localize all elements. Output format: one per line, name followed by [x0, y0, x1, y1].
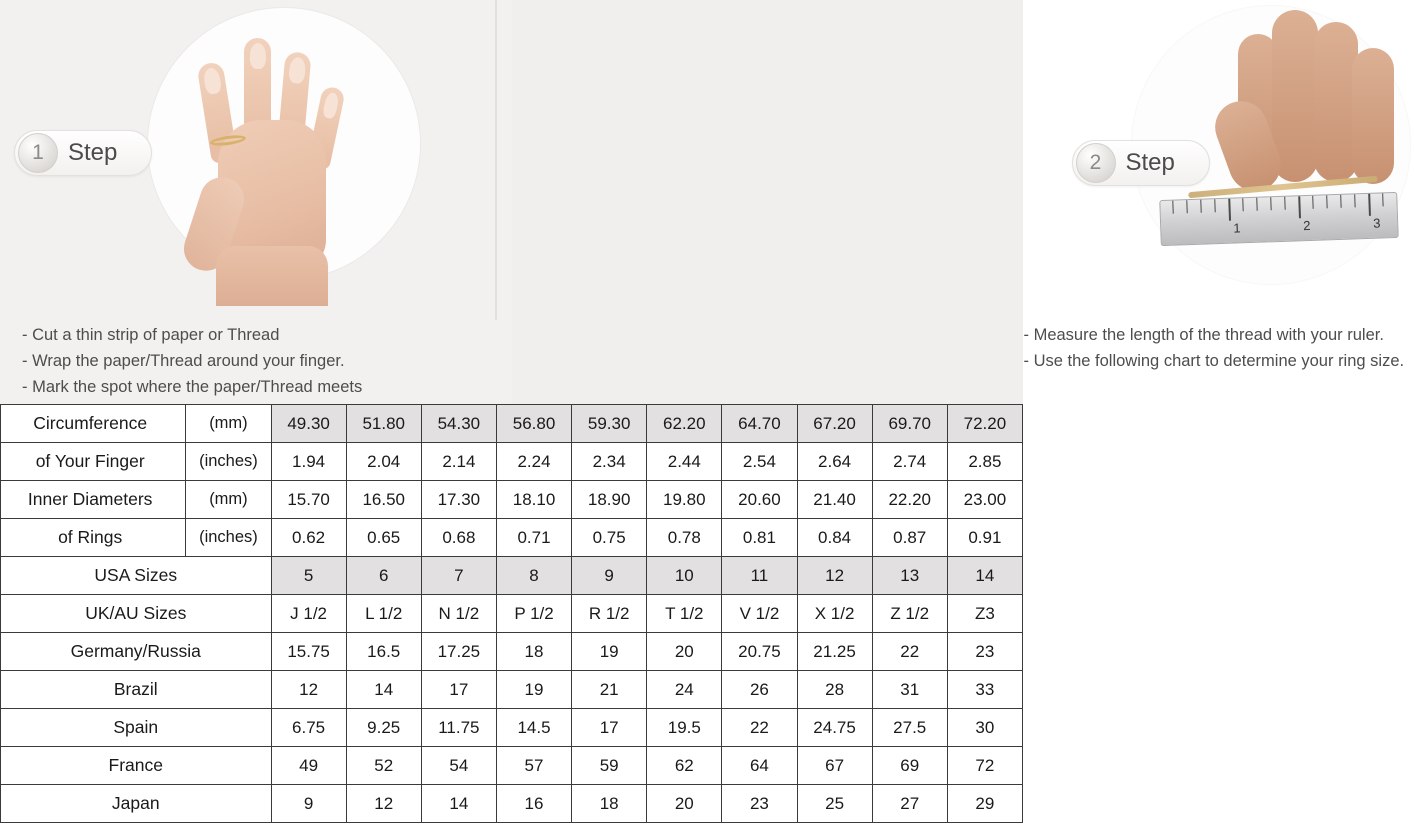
panel-divider [495, 0, 497, 320]
fingernail [249, 43, 265, 69]
hand-with-ring-photo [148, 8, 420, 280]
cell-value: 0.78 [647, 519, 722, 557]
cell-value: 62.20 [647, 405, 722, 443]
table-row [1, 785, 1023, 823]
cell-value: 54.30 [421, 405, 496, 443]
cell-value: V 1/2 [722, 595, 797, 633]
ruler-number-2: 2 [1302, 217, 1311, 234]
step-2-instructions [1024, 322, 1405, 374]
cell-value: 17.30 [421, 481, 496, 519]
cell-value: 7 [421, 557, 496, 595]
finger-segment [1352, 48, 1394, 184]
fingernail [288, 57, 306, 84]
table-row [1, 595, 1023, 633]
cell-value: 20.75 [722, 633, 797, 671]
table-row [1, 405, 1023, 443]
cell-value: 18 [572, 785, 647, 823]
cell-value: 0.62 [271, 519, 346, 557]
table-row [1, 557, 1023, 595]
cell-value: Z3 [947, 595, 1022, 633]
table-row [1, 519, 1023, 557]
cell-value: 23 [722, 785, 797, 823]
step-2-bullet-1: - Measure the length of the thread with your ruler. [1023, 326, 1384, 344]
cell-value: 57 [496, 747, 571, 785]
row-label-uk-au-sizes: UK/AU Sizes [1, 595, 272, 633]
row-label-france: France [1, 747, 272, 785]
cell-value: 21 [572, 671, 647, 709]
cell-value: 19 [572, 633, 647, 671]
hand-illustration [148, 8, 420, 280]
table-row [1, 633, 1023, 671]
cell-value: 27.5 [872, 709, 947, 747]
step-2-panel [512, 0, 1405, 404]
step-1-bullet-1: - Cut a thin strip of paper or Thread [22, 326, 280, 344]
cell-value: 69 [872, 747, 947, 785]
cell-value: X 1/2 [797, 595, 872, 633]
step-1-instructions [22, 322, 362, 400]
cell-value: 0.75 [572, 519, 647, 557]
cell-value: 22 [722, 709, 797, 747]
finger-segment [1314, 22, 1358, 182]
cell-value: 64.70 [722, 405, 797, 443]
row-label-brazil: Brazil [1, 671, 272, 709]
step-1-bullet-3: - Mark the spot where the paper/Thread meets [22, 378, 363, 396]
row-label-usa-sizes: USA Sizes [1, 557, 272, 595]
cell-value: 23 [947, 633, 1022, 671]
table-row [1, 709, 1023, 747]
wrist [216, 246, 328, 306]
cell-value: T 1/2 [647, 595, 722, 633]
cell-value: 13 [872, 557, 947, 595]
cell-value: 2.34 [572, 443, 647, 481]
cell-value: 72 [947, 747, 1022, 785]
cell-value: 2.85 [947, 443, 1022, 481]
row-label-inner-diameter-2: of Rings [1, 519, 186, 557]
cell-value: 24.75 [797, 709, 872, 747]
cell-value: 67.20 [797, 405, 872, 443]
cell-value: 2.44 [647, 443, 722, 481]
ruler-number-1: 1 [1232, 220, 1241, 236]
cell-value: 19.5 [647, 709, 722, 747]
row-label-circumference: Circumference [1, 405, 186, 443]
cell-value: P 1/2 [496, 595, 571, 633]
cell-value: 12 [271, 671, 346, 709]
cell-value: 31 [872, 671, 947, 709]
row-label-japan: Japan [1, 785, 272, 823]
step-2-number: 2 [1076, 143, 1116, 183]
step-1-bullet-2: - Wrap the paper/Thread around your finger. [22, 352, 345, 370]
cell-value: 21.40 [797, 481, 872, 519]
fingernail [321, 91, 340, 119]
cell-value: 18 [496, 633, 571, 671]
cell-value: 59 [572, 747, 647, 785]
cell-value: 11.75 [421, 709, 496, 747]
cell-value: 15.70 [271, 481, 346, 519]
cell-value: R 1/2 [572, 595, 647, 633]
step-2-label: Step [1125, 149, 1175, 176]
fingernail [202, 67, 221, 95]
step-1-number: 1 [18, 133, 58, 173]
cell-value: 0.91 [947, 519, 1022, 557]
cell-value: 9 [572, 557, 647, 595]
step-1-label: Step [68, 139, 118, 166]
cell-value: 19 [496, 671, 571, 709]
cell-value: N 1/2 [421, 595, 496, 633]
cell-value: 49 [271, 747, 346, 785]
cell-value: 54 [421, 747, 496, 785]
table-row [1, 747, 1023, 785]
step-2-badge [1072, 140, 1210, 186]
cell-value: 6 [346, 557, 421, 595]
step-2-bullet-2: - Use the following chart to determine your ring size. [1023, 352, 1405, 370]
cell-value: 2.14 [421, 443, 496, 481]
cell-value: 20 [647, 785, 722, 823]
cell-value: 28 [797, 671, 872, 709]
cell-value: 29 [947, 785, 1022, 823]
row-label-spain: Spain [1, 709, 272, 747]
cell-value: 20.60 [722, 481, 797, 519]
cell-value: 18.90 [572, 481, 647, 519]
cell-value: 17 [421, 671, 496, 709]
cell-value: 59.30 [572, 405, 647, 443]
measuring-hand [1228, 0, 1414, 208]
unit-mm: (mm) [186, 481, 271, 519]
instructions-area [0, 0, 1405, 404]
table-row [1, 671, 1023, 709]
cell-value: 2.04 [346, 443, 421, 481]
cell-value: 16.50 [346, 481, 421, 519]
cell-value: J 1/2 [271, 595, 346, 633]
cell-value: 0.84 [797, 519, 872, 557]
cell-value: 19.80 [647, 481, 722, 519]
cell-value: 69.70 [872, 405, 947, 443]
cell-value: 9.25 [346, 709, 421, 747]
unit-inches: (inches) [186, 519, 271, 557]
cell-value: 21.25 [797, 633, 872, 671]
ring-size-chart [0, 404, 1023, 823]
cell-value: 15.75 [271, 633, 346, 671]
cell-value: 0.65 [346, 519, 421, 557]
cell-value: 17 [572, 709, 647, 747]
cell-value: 0.87 [872, 519, 947, 557]
cell-value: 27 [872, 785, 947, 823]
cell-value: 56.80 [496, 405, 571, 443]
row-label-circumference-2: of Your Finger [1, 443, 186, 481]
ruler-number-3: 3 [1372, 215, 1381, 231]
cell-value: Z 1/2 [872, 595, 947, 633]
unit-mm: (mm) [186, 405, 271, 443]
cell-value: 14 [947, 557, 1022, 595]
cell-value: 24 [647, 671, 722, 709]
cell-value: 67 [797, 747, 872, 785]
cell-value: 18.10 [496, 481, 571, 519]
row-label-germany-russia: Germany/Russia [1, 633, 272, 671]
ruler [1159, 192, 1398, 246]
step-1-panel [0, 0, 512, 404]
cell-value: 23.00 [947, 481, 1022, 519]
cell-value: 8 [496, 557, 571, 595]
cell-value: 30 [947, 709, 1022, 747]
cell-value: 72.20 [947, 405, 1022, 443]
cell-value: 1.94 [271, 443, 346, 481]
cell-value: 14 [346, 671, 421, 709]
step-1-badge [14, 130, 152, 176]
cell-value: 16.5 [346, 633, 421, 671]
cell-value: 2.64 [797, 443, 872, 481]
cell-value: 25 [797, 785, 872, 823]
unit-inches: (inches) [186, 443, 271, 481]
cell-value: 62 [647, 747, 722, 785]
cell-value: 2.24 [496, 443, 571, 481]
cell-value: 51.80 [346, 405, 421, 443]
cell-value: 2.74 [872, 443, 947, 481]
cell-value: 20 [647, 633, 722, 671]
cell-value: 33 [947, 671, 1022, 709]
cell-value: 49.30 [271, 405, 346, 443]
cell-value: 10 [647, 557, 722, 595]
cell-value: 0.81 [722, 519, 797, 557]
table-row [1, 481, 1023, 519]
cell-value: 6.75 [271, 709, 346, 747]
cell-value: 26 [722, 671, 797, 709]
cell-value: 14 [421, 785, 496, 823]
cell-value: 12 [346, 785, 421, 823]
cell-value: 12 [797, 557, 872, 595]
table-row [1, 443, 1023, 481]
cell-value: L 1/2 [346, 595, 421, 633]
cell-value: 14.5 [496, 709, 571, 747]
cell-value: 11 [722, 557, 797, 595]
cell-value: 0.71 [496, 519, 571, 557]
cell-value: 17.25 [421, 633, 496, 671]
cell-value: 22.20 [872, 481, 947, 519]
cell-value: 5 [271, 557, 346, 595]
cell-value: 22 [872, 633, 947, 671]
row-label-inner-diameter: Inner Diameters [1, 481, 186, 519]
cell-value: 52 [346, 747, 421, 785]
cell-value: 16 [496, 785, 571, 823]
cell-value: 0.68 [421, 519, 496, 557]
cell-value: 9 [271, 785, 346, 823]
size-chart-table [0, 404, 1023, 823]
cell-value: 2.54 [722, 443, 797, 481]
cell-value: 64 [722, 747, 797, 785]
